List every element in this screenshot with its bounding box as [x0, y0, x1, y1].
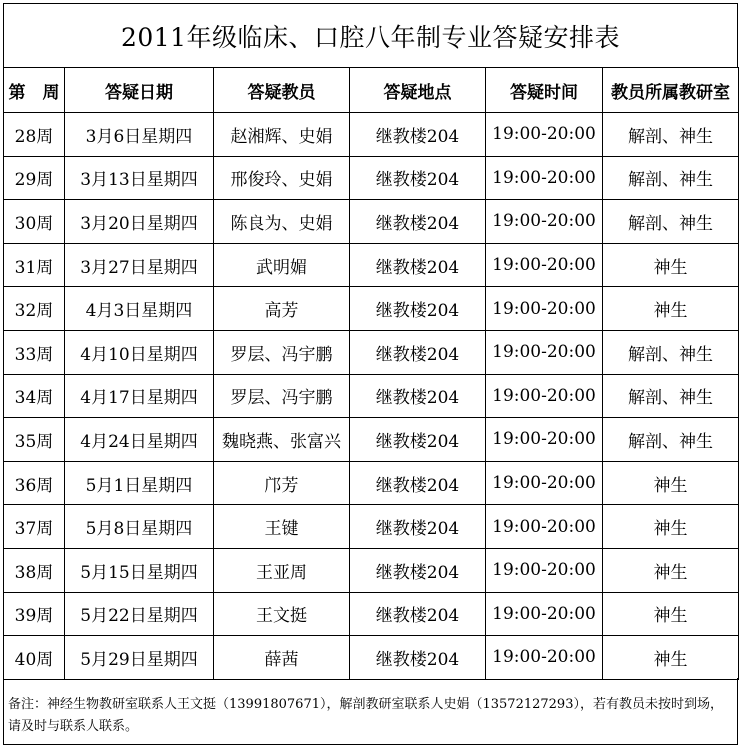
cell-department: 神生	[603, 592, 739, 636]
table-row	[4, 156, 739, 200]
cell-time: 19:00-20:00	[486, 548, 603, 592]
cell-location: 继教楼204	[350, 156, 486, 200]
cell-date: 5月29日星期四	[65, 636, 214, 680]
cell-teacher: 邝芳	[214, 461, 350, 505]
cell-location: 继教楼204	[350, 548, 486, 592]
cell-department: 解剖、神生	[603, 330, 739, 374]
table-row	[4, 548, 739, 592]
cell-date: 5月22日星期四	[65, 592, 214, 636]
cell-week: 40周	[4, 636, 65, 680]
cell-time: 19:00-20:00	[486, 156, 603, 200]
table-row	[4, 461, 739, 505]
cell-department: 解剖、神生	[603, 113, 739, 157]
cell-teacher: 罗层、冯宇鹏	[214, 330, 350, 374]
cell-time: 19:00-20:00	[486, 636, 603, 680]
cell-time: 19:00-20:00	[486, 592, 603, 636]
cell-department: 神生	[603, 243, 739, 287]
cell-location: 继教楼204	[350, 374, 486, 418]
cell-date: 4月3日星期四	[65, 287, 214, 331]
cell-department: 解剖、神生	[603, 156, 739, 200]
cell-department: 神生	[603, 548, 739, 592]
cell-date: 3月20日星期四	[65, 200, 214, 244]
cell-teacher: 陈良为、史娟	[214, 200, 350, 244]
cell-time: 19:00-20:00	[486, 505, 603, 549]
cell-date: 3月13日星期四	[65, 156, 214, 200]
header-location: 答疑地点	[350, 68, 486, 113]
schedule-table	[3, 67, 739, 680]
cell-teacher: 王键	[214, 505, 350, 549]
cell-week: 39周	[4, 592, 65, 636]
header-date: 答疑日期	[65, 68, 214, 113]
cell-location: 继教楼204	[350, 330, 486, 374]
cell-teacher: 武明媚	[214, 243, 350, 287]
cell-teacher: 薛茜	[214, 636, 350, 680]
cell-department: 神生	[603, 287, 739, 331]
cell-teacher: 罗层、冯宇鹏	[214, 374, 350, 418]
cell-teacher: 高芳	[214, 287, 350, 331]
cell-date: 5月15日星期四	[65, 548, 214, 592]
cell-time: 19:00-20:00	[486, 243, 603, 287]
table-row	[4, 200, 739, 244]
cell-location: 继教楼204	[350, 636, 486, 680]
cell-date: 4月24日星期四	[65, 418, 214, 462]
cell-time: 19:00-20:00	[486, 418, 603, 462]
cell-date: 4月17日星期四	[65, 374, 214, 418]
cell-location: 继教楼204	[350, 243, 486, 287]
cell-date: 5月8日星期四	[65, 505, 214, 549]
table-row	[4, 505, 739, 549]
cell-week: 28周	[4, 113, 65, 157]
cell-week: 35周	[4, 418, 65, 462]
cell-location: 继教楼204	[350, 287, 486, 331]
table-row	[4, 113, 739, 157]
cell-week: 32周	[4, 287, 65, 331]
cell-department: 解剖、神生	[603, 418, 739, 462]
cell-department: 神生	[603, 636, 739, 680]
cell-department: 解剖、神生	[603, 374, 739, 418]
table-row	[4, 243, 739, 287]
footnote: 备注：神经生物教研室联系人王文挺（13991807671），解剖教研室联系人史娟（13572127293），若有教员未按时到场，请及时与联系人联系。	[3, 678, 738, 745]
table-row	[4, 418, 739, 462]
cell-teacher: 魏晓燕、张富兴	[214, 418, 350, 462]
cell-time: 19:00-20:00	[486, 200, 603, 244]
table-row	[4, 636, 739, 680]
cell-date: 3月6日星期四	[65, 113, 214, 157]
cell-week: 30周	[4, 200, 65, 244]
cell-week: 37周	[4, 505, 65, 549]
cell-week: 38周	[4, 548, 65, 592]
cell-location: 继教楼204	[350, 505, 486, 549]
table-row	[4, 592, 739, 636]
cell-department: 神生	[603, 461, 739, 505]
cell-department: 解剖、神生	[603, 200, 739, 244]
cell-time: 19:00-20:00	[486, 461, 603, 505]
cell-date: 5月1日星期四	[65, 461, 214, 505]
page-title: 2011年级临床、口腔八年制专业答疑安排表	[3, 3, 738, 67]
cell-teacher: 赵湘辉、史娟	[214, 113, 350, 157]
cell-location: 继教楼204	[350, 113, 486, 157]
cell-week: 31周	[4, 243, 65, 287]
cell-location: 继教楼204	[350, 592, 486, 636]
cell-date: 3月27日星期四	[65, 243, 214, 287]
table-row	[4, 374, 739, 418]
cell-time: 19:00-20:00	[486, 287, 603, 331]
cell-location: 继教楼204	[350, 418, 486, 462]
header-department: 教员所属教研室	[603, 68, 739, 113]
cell-week: 29周	[4, 156, 65, 200]
header-time: 答疑时间	[486, 68, 603, 113]
cell-teacher: 王文挺	[214, 592, 350, 636]
cell-department: 神生	[603, 505, 739, 549]
header-week: 第 周	[4, 68, 65, 113]
table-header-row	[4, 68, 739, 113]
cell-location: 继教楼204	[350, 461, 486, 505]
cell-time: 19:00-20:00	[486, 374, 603, 418]
table-row	[4, 330, 739, 374]
cell-date: 4月10日星期四	[65, 330, 214, 374]
cell-week: 33周	[4, 330, 65, 374]
header-teacher: 答疑教员	[214, 68, 350, 113]
table-row	[4, 287, 739, 331]
cell-time: 19:00-20:00	[486, 330, 603, 374]
cell-week: 34周	[4, 374, 65, 418]
cell-teacher: 邢俊玲、史娟	[214, 156, 350, 200]
cell-time: 19:00-20:00	[486, 113, 603, 157]
cell-teacher: 王亚周	[214, 548, 350, 592]
cell-location: 继教楼204	[350, 200, 486, 244]
cell-week: 36周	[4, 461, 65, 505]
